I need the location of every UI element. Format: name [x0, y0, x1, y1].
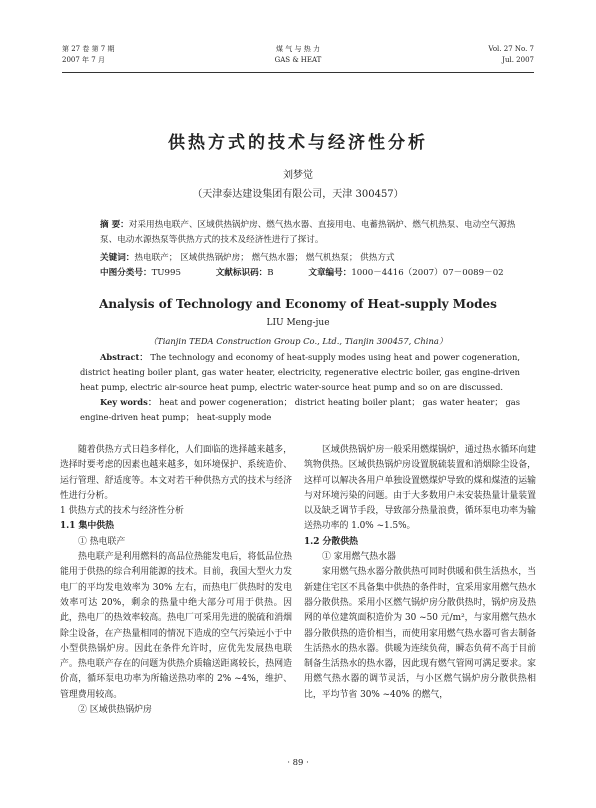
- volume-issue-en: Vol. 27 No. 7: [488, 45, 534, 53]
- section-heading-1: 1 供热方式的技术与经济性分析: [60, 506, 184, 517]
- cogeneration-paragraph: 热电联产是利用燃料的高品位热能发电后，将低品位热能用于供热的综合利用能源的技术。目前，我国大型火力发电厂的平均发电效率为 30% 左右，而热电厂供热时的发电效率可达 20%，剩余的热量中绝大部分可用于供热。因此，热电厂的热效率较高。热电厂可采用先进的脱硫和消烟除尘设备，在产热量相同的情况下造成的空气污染远小于中小型供热锅炉房。因此在条件允许时，应优先发展热电联产。热电联产存在的问题为供热介质输送距离较长，热网造价高，循环泵电功率为所输送热功率的 2% ~4%，维护、管理费用较高。: [60, 552, 292, 700]
- publication-date-en: Jul. 2007: [502, 56, 534, 64]
- keywords-en-label: Key words：: [100, 397, 157, 407]
- affiliation-cn: （天津泰达建设集团有限公司，天津 300457）: [192, 189, 404, 200]
- abstract-cn: [80, 218, 520, 248]
- journal-title-en: GAS & HEAT: [274, 56, 322, 64]
- intro-paragraph: 随着供热方式日趋多样化，人们面临的选择越来越多，选择时要考虑的因素也越来越多，如环境保护、系统造价、运行管理、舒适度等。本文对若干种供热方式的技术与经济性进行分析。: [60, 445, 292, 501]
- volume-issue: 第 27 卷 第 7 期: [62, 45, 115, 53]
- publication-date: 2007 年 7 月: [62, 56, 105, 64]
- gas-heater-paragraph: 家用燃气热水器分散供热可同时供暖和供生活热水，当新建住宅区不具备集中供热的条件时，宜采用家用燃气热水器分散供热。采用小区燃气锅炉房分散供热时，锅炉房及热网的单位建筑面积造价为 30 ~50 元/m²，与家用燃气热水器分散供热的造价相当，而使用家用燃气热水器可省去制备生活热水的热水器。供暖为连续负荷，瞬态负荷不高于目前制备生活热水的热水器，因此现有燃气管网可满足要求。家用燃气热水器的调节灵活，与小区燃气锅炉房分散供热相比，平均节省 30% ~40% 的燃气，: [304, 567, 536, 700]
- item-heading-cogeneration: ① 热电联产: [78, 536, 126, 547]
- author-cn: 刘梦觉: [283, 170, 313, 181]
- journal-volume-info-en: [488, 44, 534, 66]
- abstract-en: [80, 350, 520, 425]
- article-id-label: 文章编号：: [308, 268, 352, 278]
- affiliation-en: （Tianjin TEDA Construction Group Co., Ltd., Tianjin 300457, China）: [148, 336, 448, 346]
- author-en: LIU Meng-jue: [266, 318, 330, 328]
- paper-title-en: Analysis of Technology and Economy of Heat-supply Modes: [99, 297, 497, 311]
- abstract-en-text: The technology and economy of heat-supply modes using heat and power cogeneration, district heating boiler plant, gas water heater, electricity, regenerative electric boiler, gas engine-driven heat pump, electric air-source heat pump, electric water-source heat pump and so on are discussed.: [80, 352, 521, 392]
- page-number: · 89 ·: [287, 758, 309, 768]
- clc-label: 中图分类号：: [100, 268, 152, 278]
- doc-code-label: 文献标识码：: [215, 268, 268, 278]
- abstract-en-label: Abstract：: [100, 352, 148, 362]
- classification-info: [100, 266, 536, 281]
- body-column-left: [60, 443, 292, 718]
- subsection-heading-1-2: 1.2 分散供热: [304, 536, 359, 547]
- item-heading-gas-heater: ① 家用燃气热水器: [322, 552, 396, 563]
- article-id-value: 1000－4416（2007）07－0089－02: [351, 268, 504, 278]
- doc-code-value: B: [267, 268, 274, 278]
- item-heading-district-boiler: ② 区域供热锅炉房: [78, 705, 152, 716]
- keywords-cn-text: 热电联产； 区域供热锅炉房； 燃气热水器； 燃气机热泵； 供热方式: [134, 253, 395, 263]
- header-divider: [62, 72, 534, 73]
- district-boiler-paragraph: 区域供热锅炉房一般采用燃煤锅炉，通过热水循环向建筑物供热。区域供热锅炉房设置脱硫装置和消烟除尘设备，这样可以解决各用户单独设置燃煤炉导致的煤和煤渣的运输与对环境污染的问题。由于大多数用户未安装热量计量装置以及缺乏调节手段，导致部分热量浪费，循环泵电功率为输送热功率的 1.0% ~1.5%。: [304, 445, 536, 532]
- keywords-cn-label: 关键词：: [100, 253, 135, 263]
- abstract-cn-text: 对采用热电联产、区域供热锅炉房、燃气热水器、直接用电、电蓄热锅炉、燃气机热泵、电动空气源热泵、电动水源热泵等供热方式的技术及经济性进行了探讨。: [100, 220, 516, 245]
- keywords-cn: [100, 251, 395, 266]
- abstract-cn-label: 摘 要：: [100, 220, 129, 230]
- subsection-heading-1-1: 1.1 集中供热: [60, 521, 115, 532]
- keywords-en-text: heat and power cogeneration； district heating boiler plant； gas water heater； gas engine-driven heat pump； heat-supply mode: [80, 397, 520, 422]
- journal-title-cn: 煤 气 与 热 力: [276, 45, 320, 53]
- clc-value: TU995: [151, 268, 181, 278]
- paper-title-cn: 供热方式的技术与经济性分析: [168, 133, 428, 153]
- body-column-right: [304, 443, 536, 703]
